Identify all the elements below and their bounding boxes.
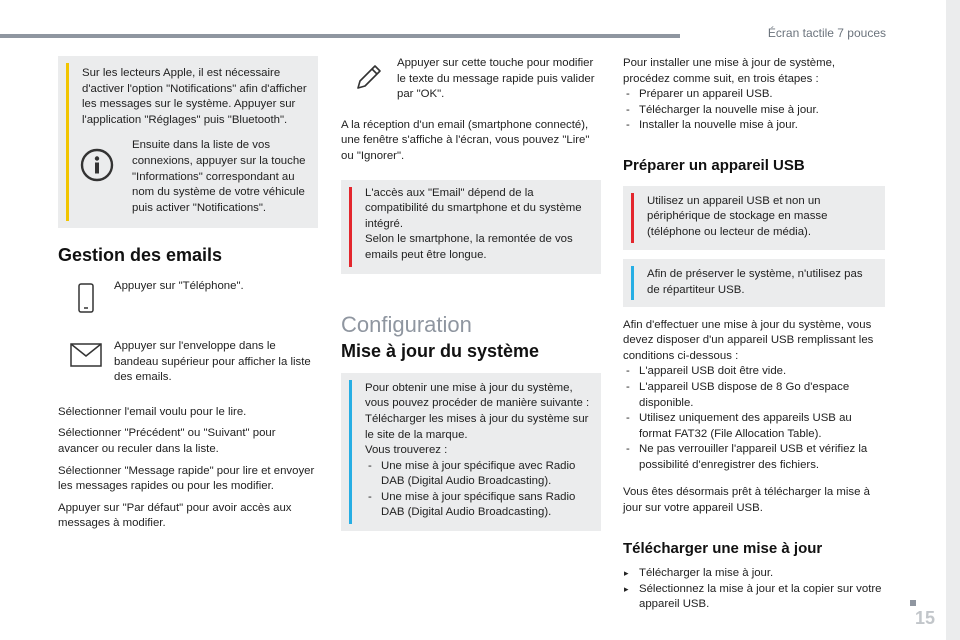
phone-icon [58, 279, 114, 313]
heading-emails: Gestion des emails [58, 245, 223, 266]
paragraph: Appuyer sur "Par défaut" pour avoir accès aux messages à modifier. [58, 501, 292, 530]
page-number: 15 [914, 608, 935, 629]
pencil-icon [341, 56, 397, 92]
list-item: - Préparer un appareil USB. [623, 87, 885, 103]
note-line: Vous trouverez : [365, 444, 448, 457]
list-item: - Une mise à jour spécifique sans Radio DAB (Digital Audio Broadcasting). [365, 490, 593, 521]
column-1 [58, 56, 318, 532]
paragraph: Vous êtes désormais prêt à télécharger la mise à jour sur votre appareil USB. [623, 486, 870, 515]
warning-text: L'accès aux "Email" dépend de la compatibilité du smartphone et du système intégré. [365, 186, 582, 230]
list-item: - Une mise à jour spécifique avec Radio DAB (Digital Audio Broadcasting). [365, 459, 593, 490]
list-item: ▸ Télécharger la mise à jour. [623, 566, 885, 582]
page-marker [910, 600, 916, 606]
section-title: Configuration [341, 311, 472, 337]
list-item: - L'appareil USB doit être vide. [623, 364, 885, 380]
paragraph: Sélectionner l'email voulu pour le lire. [58, 405, 247, 418]
note-update [341, 373, 601, 531]
paragraph: Sélectionner "Message rapide" pour lire et envoyer les messages rapides ou pour les modifier. [58, 464, 315, 493]
warning-text-2: Selon le smartphone, la remontée de vos emails peut être longue. [365, 233, 573, 261]
list-item: - Utilisez uniquement des appareils USB au format FAT32 (File Allocation Table). [623, 411, 885, 442]
usb-conditions [623, 364, 885, 473]
settings-icon [62, 138, 132, 182]
heading-download: Télécharger une mise à jour [623, 539, 823, 557]
update-options [365, 459, 593, 521]
column-2 [341, 56, 601, 531]
column-3 [623, 56, 885, 613]
header-bar [0, 34, 680, 38]
list-item: - Installer la nouvelle mise à jour. [623, 118, 885, 134]
pencil-instruction: Appuyer sur cette touche pour modifier le texte du message rapide puis valider par "OK". [397, 57, 595, 101]
warning-text: Utilisez un appareil USB et non un périphérique de stockage en masse (téléphone ou lecteur de média). [647, 194, 828, 238]
list-item: - Ne pas verrouiller l'appareil USB et vérifiez la possibilité d'enregistrer des fichiers. [623, 442, 885, 473]
paragraph: A la réception d'un email (smartphone connecté), une fenêtre s'affiche à l'écran, vous pouvez "Lire" ou "Ignorer". [341, 118, 590, 162]
page-header-title: Écran tactile 7 pouces [767, 26, 886, 40]
note-line: Télécharger les mises à jour du système sur le site de la marque. [365, 412, 589, 441]
warning-usb [623, 186, 885, 251]
paragraph: Sélectionner "Précédent" ou "Suivant" pour avancer ou reculer dans la liste. [58, 427, 276, 455]
note-apple [58, 56, 318, 228]
warning-email [341, 180, 601, 274]
note-text: Afin de préserver le système, n'utilisez pas de répartiteur USB. [647, 268, 863, 296]
list-item: - L'appareil USB dispose de 8 Go d'espace disponible. [623, 380, 885, 411]
heading-prepare-usb: Préparer un appareil USB [623, 156, 805, 174]
list-item: ▸ Sélectionnez la mise à jour et la copier sur votre appareil USB. [623, 582, 885, 613]
note-apple-text: Sur les lecteurs Apple, il est nécessaire d'activer l'option "Notifications" afin d'afficher les messages sur le système. Appuyer sur l'application "Réglages" puis "Bluetooth". [82, 67, 307, 126]
download-steps [623, 566, 885, 613]
paragraph: Pour installer une mise à jour de système, procédez comme suit, en trois étapes : [623, 57, 836, 85]
paragraph: Afin d'effectuer une mise à jour du système, vous devez disposer d'un appareil USB remplissant les conditions ci-dessous : [623, 318, 874, 362]
envelope-icon [58, 339, 114, 367]
list-item: - Télécharger la nouvelle mise à jour. [623, 103, 885, 119]
note-line: Pour obtenir une mise à jour du système, vous pouvez procéder de manière suivante : [365, 381, 590, 410]
note-apple-text-2: Ensuite dans la liste de vos connexions, appuyer sur la touche "Informations" correspondant au nom du système de votre véhicule puis activer "Notifications". [132, 139, 306, 214]
note-usb [623, 259, 885, 306]
phone-instruction: Appuyer sur "Téléphone". [114, 279, 244, 292]
envelope-instruction: Appuyer sur l'enveloppe dans le bandeau supérieur pour afficher la liste des emails. [114, 339, 311, 384]
heading-update: Mise à jour du système [341, 341, 540, 362]
side-tab [946, 0, 960, 640]
install-steps [623, 87, 885, 134]
